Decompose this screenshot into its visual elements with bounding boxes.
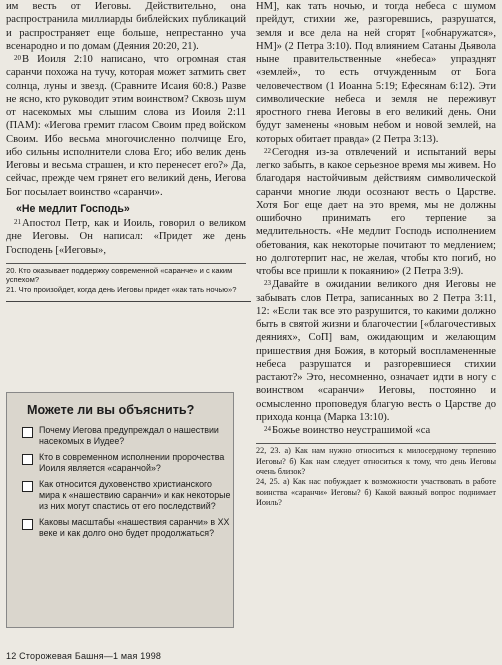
paragraph-number: 20 bbox=[14, 54, 21, 62]
right-column bbox=[256, 0, 496, 509]
paragraph-24 bbox=[256, 424, 496, 437]
review-question-text: Почему Иегова предупреждал о нашествии насекомых в Иудее? bbox=[39, 425, 219, 446]
questions-divider-bottom bbox=[6, 301, 251, 302]
checkbox-icon bbox=[22, 454, 33, 465]
study-question-22-23: 22, 23. а) Как нам нужно относиться к милосердному терпению Иеговы? б) Как нам следует относиться к тому, что день Иеговы очень близок? bbox=[256, 446, 496, 477]
questions-divider bbox=[6, 263, 246, 264]
study-question-24-25: 24, 25. а) Как нас побуждает к возможности участвовать в работе воинства «саранчи» Иеговы? б) Какой важный вопрос поднимает Иоиль? bbox=[256, 477, 496, 508]
page-footer: 12 Сторожевая Башня—1 мая 1998 bbox=[6, 651, 162, 661]
study-question-21: 21. Что произойдет, когда день Иеговы придет «как тать ночью»? bbox=[6, 284, 237, 294]
paragraph-21 bbox=[6, 217, 246, 257]
paragraph-text: Сегодня из-за отвлечений и испытаний веры легко забыть, в какое серьезное время мы живем. Но благодаря настойчивым действиям символической саранчи многие люди осознают весть о Царстве. Хотя Бог еще дает на это время, мы не должны ошибочно принимать его терпение за медлительность. «Не медлит Господь исполнением обетования, как некоторые почитают то медлением; но долготерпит нас, не желая, чтобы кто погиб, но чтобы все пришли к покаянию» (2 Петра 3:9). bbox=[256, 146, 496, 277]
paragraph-number: 23 bbox=[264, 279, 271, 288]
paragraph-number: 22 bbox=[264, 146, 271, 155]
study-question-20: 20. Кто оказывает поддержку современной «саранче» и с каким успехом? bbox=[6, 265, 233, 285]
paragraph-20 bbox=[6, 53, 246, 199]
section-subheading: «Не медлит Господь» bbox=[16, 202, 130, 215]
review-question bbox=[19, 479, 233, 511]
review-question-text: Как относится духовенство христианского мира к «нашествию саранчи» и как некоторые из них могут спастись от его последствий? bbox=[39, 479, 231, 511]
left-column bbox=[6, 0, 246, 302]
checkbox-icon bbox=[22, 519, 33, 530]
paragraph-text: Апостол Петр, как и Иоиль, говорил о великом дне Иеговы. Он написал: «Придет же день Господень [«Иеговы», bbox=[6, 218, 246, 256]
paragraph-number: 24 bbox=[264, 425, 271, 433]
review-question bbox=[19, 452, 233, 473]
checkbox-icon bbox=[22, 481, 33, 492]
questions-divider bbox=[256, 443, 496, 444]
paragraph-text: Давайте в ожидании великого дня Иеговы не забывать слов Петра, записанных во 2 Петра 3:11, 12: «Если так все это разрушится, то какими должно быть в святой жизни и благочестии [«благочестивых деяниях», СоП] вам, ожидающим и желающим пришествия дня Божия, в который воспламененные небеса разрушатся и разгоревшиеся стихии растают?» Это, несомненно, означает идти в ногу с воинством «саранчи» Иеговы, постоянно и осмысленно проповедуя благую весть о Царстве до прихода конца (Марка 13:10). bbox=[256, 279, 496, 423]
paragraph-text: Божье воинство неустрашимой «са bbox=[272, 425, 431, 436]
review-box-title: Можете ли вы объяснить? bbox=[27, 403, 195, 417]
review-question bbox=[19, 517, 233, 538]
review-box bbox=[6, 392, 234, 628]
paragraph-continued: им весть от Иеговы. Действительно, она распространила миллиарды библейских публикаций и распространяет еще больше, непрестанно уча всенародно и по домам (Деяния 20:20, 21). bbox=[6, 1, 246, 52]
review-question-text: Кто в современном исполнении пророчества Иоиля является «саранчой»? bbox=[39, 452, 225, 473]
paragraph-text: В Иоиля 2:10 написано, что огромная стая саранчи похожа на тучу, которая может затмить свет солнца, луны и звезд. (Сравните Исаия 60:8.) Разве не ясно, кто руководит этим воинством? Сквозь шум от насекомых мы слышим слова из Иоиля 2:11 (ПАМ): «Иегова гремит гласом Своим пред войском Своим. Ибо весьма многочисленно полчище Его, ибо сильны исполнители слова Его; ибо велик день Иеговы и весьма страшен, и кто перенесет его?» Да, сейчас, прежде чем грянет его великий день, Иегова Бог посылает воинство «саранчи». bbox=[6, 54, 246, 198]
paragraph-22 bbox=[256, 146, 496, 279]
review-question-text: Каковы масштабы «нашествия саранчи» в XX веке и как долго оно будет продолжаться? bbox=[39, 517, 230, 538]
checkbox-icon bbox=[22, 427, 33, 438]
review-question-list bbox=[19, 425, 233, 538]
review-question bbox=[19, 425, 233, 446]
paragraph-number: 21 bbox=[14, 218, 21, 226]
paragraph-23 bbox=[256, 278, 496, 424]
paragraph-continued: НМ], как тать ночью, и тогда небеса с шумом прейдут, стихии же, разгоревшись, разрушатся, земля и все дела на ней сгорят [«обнаружатся», НМ]» (2 Петра 3:10). Под влиянием Сатаны Дьявола ныне правительственные «небеса» упразднят «землей», то есть отчужденным от Бога человечеством (1 Иоанна 5:19; Ефесянам 6:12). Эти символические небеса и земля не переживут яростного гнева Иеговы в его великий день. Они будут заменены «новым небом и новой землей, на которых обитает правда» (2 Петра 3:13). bbox=[256, 1, 496, 145]
